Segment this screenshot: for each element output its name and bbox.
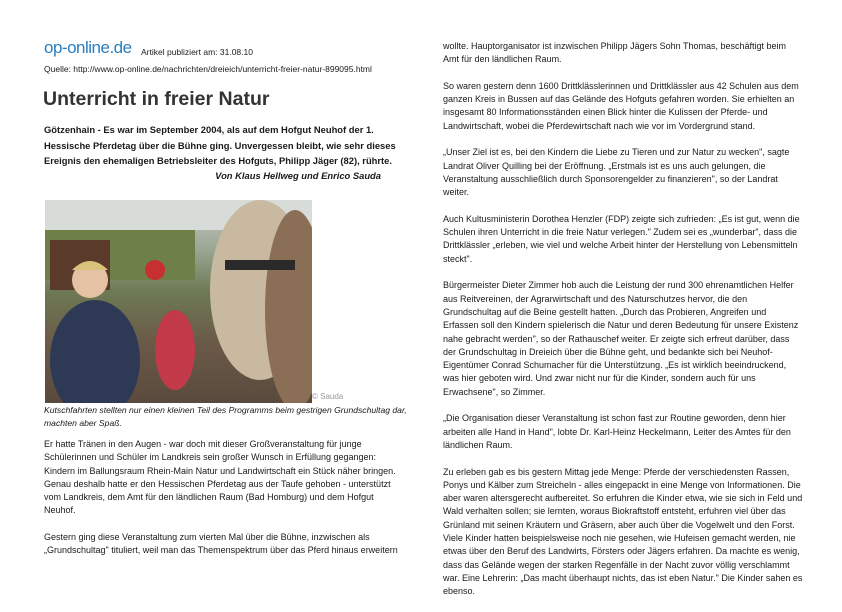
lead-line: Ereignis den ehemaligen Betriebsleiter des Hofguts, Philipp Jäger (82), rührte. (44, 155, 393, 166)
paragraph-line: ganzen Kreis in Bussen auf das Gelände des Hofguts gefahren worden. Sie erhielten an (443, 94, 795, 105)
caption-line: machten aber Spaß. (44, 418, 122, 428)
paragraph-line: aber waren altersgerecht aufbereitet. So erfuhren die Kinder etwa, wie sie sich in Feld und (443, 493, 803, 504)
paragraph (443, 213, 802, 266)
left-column-body (44, 438, 398, 571)
paragraph-line: Grünland mit seinen Kräutern und Gräsern, aber auch über die Vogelwelt und den Forst. (443, 519, 795, 530)
paragraph-line: „Grundschultag" tituliert, weil man das Themenspektrum über das Pferd hinaus erweitern (44, 545, 398, 556)
paragraph-line: Erfassen soll den Kindern spielerisch die Natur und deren Bedeutung für unsere Existenz (443, 320, 799, 331)
paragraph-line: Kindern im Ballungsraum Rhein-Main Natur und Landwirtschaft ein Stück näher bringen. (44, 465, 396, 476)
paragraph-line: Amt für den ländlichen Raum. (443, 54, 562, 65)
paragraph-line: Wald verhalten sollen; sie lernten, woraus Biokraftstoff entsteht, erfuhren viel über das (443, 506, 786, 517)
paragraph-line: Bürgermeister Dieter Zimmer hob auch die Leistung der rund 300 ehrenamtlichen Helfer (443, 280, 794, 291)
paragraph-line: der Grundschultag in Dreieich über die Bühne geht, und bedankte sich bei Neuhof- (443, 346, 773, 357)
paragraph-line: arbeiten alle Hand in Hand", lobte Dr. Karl-Heinz Heckelmann, Leiter des Amtes für den (443, 426, 791, 437)
paragraph (443, 466, 802, 599)
article-title: Unterricht in freier Natur (43, 88, 270, 110)
paragraph-line: Grundschultag auf die Beine gestellt hatten. „Durch das Probieren, Angreifen und (443, 306, 767, 317)
lead-line: Götzenhain - Es war im September 2004, als auf dem Hofgut Neuhof der 1. (44, 124, 374, 135)
paragraph-line: Viele Kinder hatten beispielsweise noch nie gesehen, wie Hufeisen gemacht werden, nie (443, 532, 796, 543)
photo-horses-children (45, 200, 312, 403)
right-column-body (443, 40, 802, 612)
paragraph (44, 438, 398, 518)
paragraph-line: insgesamt 80 Informationsständen einen Blick hinter die Kulissen der Pferde- und (443, 107, 768, 118)
paragraph-line: etwas über den Beruf des Landwirts, Försters oder Jägers erfahren. Da machte es wenig, (443, 546, 800, 557)
paragraph-line: Landrat Oliver Quilling bei der Eröffnung. „Erstmals ist es uns auch gelungen, die (443, 160, 766, 171)
paragraph-line: „Die Organisation dieser Veranstaltung ist schon fast zur Routine geworden, denn hier (443, 413, 786, 424)
paragraph-line: Schulen ihren Unterricht in die freie Natur verlegen." Zudem sei es „wunderbar", dass die (443, 227, 798, 238)
paragraph-line: steckt". (443, 253, 473, 264)
caption-line: Kutschfahrten stellten nur einen kleinen Teil des Programms beim gestrigen Grundschultag dar, (44, 405, 407, 415)
publish-date: Artikel publiziert am: 31.08.10 (141, 47, 253, 57)
paragraph (443, 146, 802, 199)
paragraph-line: Landwirtschaft, wobei die Pferdewirtschaft nach wie vor im Vordergrund stand. (443, 120, 756, 131)
paragraph (443, 412, 802, 452)
photo-credit: © Sauda (312, 392, 344, 401)
paragraph-line: ländlichen Raum. (443, 439, 513, 450)
photo-caption (44, 404, 407, 430)
paragraph-line: „Unser Ziel ist es, bei den Kindern die Liebe zu Tieren und zur Natur zu wecken", sagte (443, 147, 790, 158)
paragraph-line: Erwachsene", so Zimmer. (443, 386, 546, 397)
paragraph-line: aus Reitvereinen, der Agrarwirtschaft und des Naturschutzes hervor, die den (443, 293, 748, 304)
paragraph-line: Drittklässler „erleben, wie viel und welche Arbeit hinter der Herstellung von Lebensmitteln (443, 240, 798, 251)
site-logo: op-online.de (44, 38, 132, 57)
paragraph-line: Ponys und Kälber zum Streicheln - alles eingepackt in eine Menge von Informationen. Die (443, 479, 801, 490)
paragraph-line: Veranstaltung ausschließlich durch Sponsorengelder zu finanzieren", so der Landrat (443, 173, 778, 184)
paragraph-line: Neuhof. (44, 505, 76, 516)
lead-line: Hessische Pferdetag über die Bühne ging. Unvergessen bleibt, wie sehr dieses (44, 139, 396, 151)
paragraph (44, 531, 398, 558)
paragraph-line: dass das Gelände wegen der starken Regenfälle in der Nacht zuvor völlig verschlammt (443, 559, 790, 570)
paragraph-line: Eigentümer Conrad Schumacher für die Unterstützung. „Es ist wirklich beeindruckend, (443, 360, 787, 371)
paragraph-line: Auch Kultusministerin Dorothea Henzler (FDP) zeigte sich zufrieden: „Es ist gut, wenn die (443, 213, 800, 224)
article-photo (45, 200, 312, 403)
byline: Von Klaus Hellweg und Enrico Sauda (215, 170, 381, 181)
paragraph-line: Gestern ging diese Veranstaltung zum vierten Mal über die Bühne, inzwischen als (44, 532, 370, 543)
paragraph (443, 279, 802, 399)
paragraph-line: wollte. Hauptorganisator ist inzwischen Philipp Jägers Sohn Thomas, beschäftigt beim (443, 41, 787, 51)
paragraph-line: ebenso. (443, 586, 476, 597)
paragraph-line: war. Eine Lehrerin: „Das macht überhaupt nichts, das ist eben Natur." Die Kinder sahen es (443, 572, 803, 583)
paragraph-line: weiter. (443, 187, 470, 198)
paragraph-line: So waren gestern denn 1600 Drittklässlerinnen und Drittklässler aus 42 Schulen aus dem (443, 80, 799, 91)
paragraph-line: nahe gebracht werden", so der Rathauschef weiter. Er zeigte sich erfreut darüber, dass (443, 333, 790, 344)
source-url: Quelle: http://www.op-online.de/nachrichten/dreieich/unterricht-freier-natur-899095.html (44, 64, 372, 74)
paragraph (443, 40, 802, 67)
paragraph-line: Er hatte Tränen in den Augen - war doch mit dieser Großveranstaltung für junge (44, 439, 362, 449)
paragraph-line: Genau deshalb hatte er den Hessischen Pferdetag aus der Taufe gehoben - unterstützt (44, 478, 391, 489)
article-lead (44, 122, 396, 169)
paragraph-line: Zu erleben gab es bis gestern Mittag jede Menge: Pferde der verschiedensten Rassen, (443, 466, 790, 477)
paragraph-line: Schülerinnen und Schüler im Landkreis sein großer Wunsch in Erfüllung gegangen: (44, 452, 377, 463)
paragraph (443, 80, 802, 133)
paragraph-line: vom Landkreis, dem Amt für den ländlichen Raum (Bad Homburg) und dem Hofgut (44, 492, 374, 503)
paragraph-line: was hier geboten wird. Und zwar nicht nur für die Kinder, sondern auch für uns (443, 373, 756, 384)
